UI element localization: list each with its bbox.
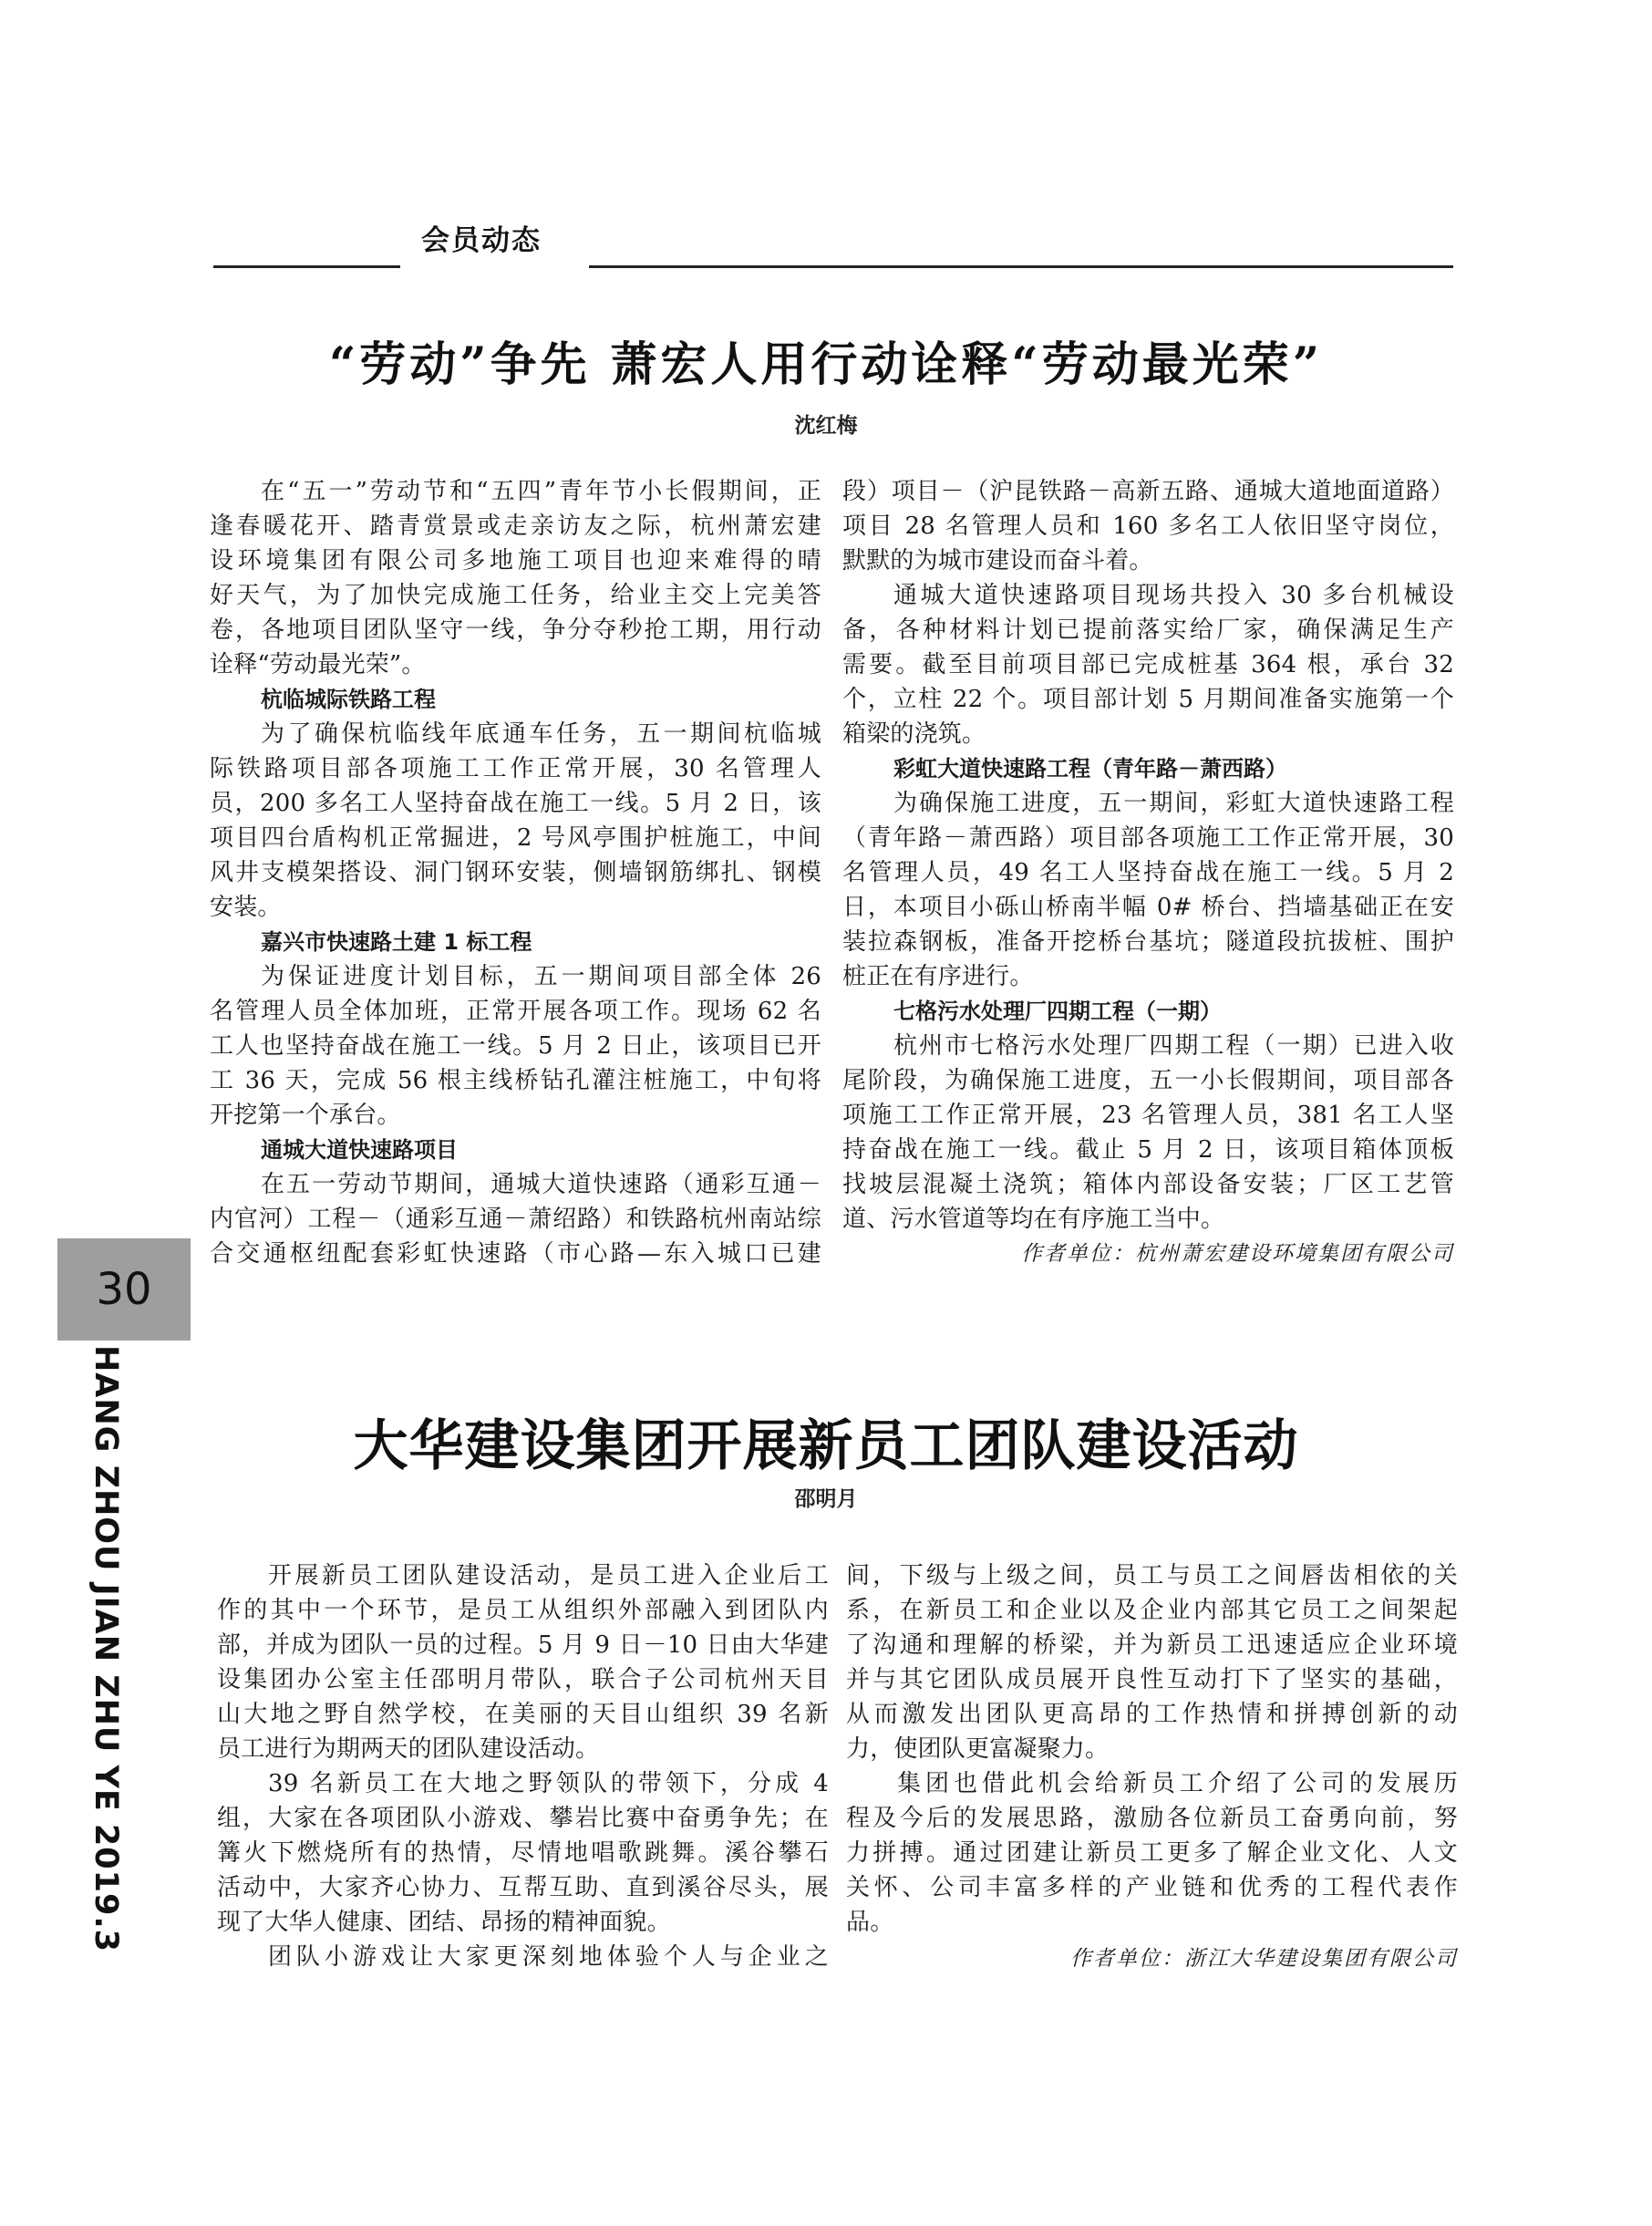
paragraph-line: 从而激发出团队更高昂的工作热情和拼搏创新的动: [846, 1701, 1458, 1728]
paragraph-line: 设集团办公室主任邵明月带队，联合子公司杭州天目: [217, 1666, 829, 1693]
paragraph-line: 装拉森钢板，准备开挖桥台基坑；隧道段抗拔桩、围护: [842, 928, 1454, 956]
paragraph-line: 关怀、公司丰富多样的产业链和优秀的工程代表作: [846, 1874, 1458, 1901]
header-rule-left: [213, 265, 400, 268]
subheading: 通城大道快速路项目: [261, 1137, 458, 1163]
paragraph-line: 力，使团队更富凝聚力。: [846, 1735, 1110, 1763]
vertical-masthead: HANG ZHOU JIAN ZHU YE 2019.3: [88, 1345, 124, 1952]
paragraph-line: 名管理人员，49 名工人坚持奋战在施工一线。5 月 2: [842, 859, 1454, 886]
paragraph-line: 段）项目－（沪昆铁路－高新五路、通城大道地面道路）: [842, 478, 1454, 505]
paragraph-line: 在“五一”劳动节和“五四”青年节小长假期间，正: [261, 478, 821, 505]
paragraph-line: 杭州市七格污水处理厂四期工程（一期）已进入收: [893, 1032, 1454, 1060]
paragraph-line: 现了大华人健康、团结、昂扬的精神面貌。: [217, 1909, 671, 1936]
paragraph-line: 项施工工作正常开展，23 名管理人员，381 名工人坚: [842, 1102, 1454, 1129]
paragraph-line: 卷，各地项目团队坚守一线，争分夺秒抢工期，用行动: [210, 616, 821, 644]
subheading: 杭临城际铁路工程: [261, 687, 436, 712]
paragraph-line: 通城大道快速路项目现场共投入 30 多台机械设: [893, 582, 1454, 609]
paragraph-line: 风井支模架搭设、洞门钢环安装，侧墙钢筋绑扎、钢模: [210, 859, 821, 886]
paragraph-line: 项目 28 名管理人员和 160 多名工人依旧坚守岗位，: [842, 512, 1454, 540]
paragraph-line: 个，立柱 22 个。项目部计划 5 月期间准备实施第一个: [842, 686, 1454, 713]
paragraph-line: 工人也坚持奋战在施工一线。5 月 2 日止，该项目已开: [210, 1032, 821, 1060]
subheading: 彩虹大道快速路工程（青年路－萧西路）: [893, 756, 1287, 782]
header-rule-right: [589, 265, 1453, 268]
paragraph-line: 力拼搏。通过团建让新员工更多了解企业文化、人文: [846, 1839, 1458, 1867]
paragraph-line: 间，下级与上级之间，员工与员工之间唇齿相依的关: [846, 1562, 1458, 1589]
paragraph-line: 在五一劳动节期间，通城大道快速路（通彩互通－: [261, 1171, 821, 1198]
paragraph-line: 尾阶段，为确保施工进度，五一小长假期间，项目部各: [842, 1067, 1454, 1094]
paragraph-line: 员，200 多名工人坚持奋战在施工一线。5 月 2 日，该: [210, 790, 821, 817]
article1-affiliation: 作者单位：杭州萧宏建设环境集团有限公司: [1021, 1242, 1454, 1266]
paragraph-line: 为保证进度计划目标，五一期间项目部全体 26: [261, 963, 821, 990]
paragraph-line: 默默的为城市建设而奋斗着。: [842, 547, 1153, 575]
paragraph-line: 为确保施工进度，五一期间，彩虹大道快速路工程: [893, 790, 1454, 817]
paragraph-line: 诠释“劳动最光荣”。: [210, 651, 426, 678]
paragraph-line: 需要。截至目前项目部已完成桩基 364 根，承台 32: [842, 651, 1454, 678]
paragraph-line: 找坡层混凝土浇筑；箱体内部设备安装；厂区工艺管: [842, 1171, 1454, 1198]
paragraph-line: 集团也借此机会给新员工介绍了公司的发展历: [897, 1770, 1458, 1797]
paragraph-line: 桩正在有序进行。: [842, 963, 1034, 990]
paragraph-line: 品。: [846, 1909, 894, 1936]
paragraph-line: 开展新员工团队建设活动，是员工进入企业后工: [268, 1562, 829, 1589]
paragraph-line: 作的其中一个环节，是员工从组织外部融入到团队内: [217, 1597, 829, 1624]
article2-author: 邵明月: [794, 1487, 858, 1511]
paragraph-line: （青年路－萧西路）项目部各项施工工作正常开展，30: [842, 824, 1454, 852]
paragraph-line: 员工进行为期两天的团队建设活动。: [217, 1735, 600, 1763]
paragraph-line: 篝火下燃烧所有的热情，尽情地唱歌跳舞。溪谷攀石: [217, 1839, 829, 1867]
paragraph-line: 内官河）工程－（通彩互通－萧绍路）和铁路杭州南站综: [210, 1206, 821, 1233]
paragraph-line: 日，本项目小砾山桥南半幅 0# 桥台、挡墙基础正在安: [842, 894, 1454, 921]
paragraph-line: 际铁路项目部各项施工工作正常开展，30 名管理人: [210, 755, 821, 782]
paragraph-line: 安装。: [210, 894, 282, 921]
paragraph-line: 程及今后的发展思路，激励各位新员工奋勇向前，努: [846, 1805, 1458, 1832]
article2-title: 大华建设集团开展新员工团队建设活动: [353, 1414, 1299, 1478]
paragraph-line: 为了确保杭临线年底通车任务，五一期间杭临城: [261, 720, 821, 748]
paragraph-line: 组，大家在各项团队小游戏、攀岩比赛中奋勇争先；在: [217, 1805, 829, 1832]
paragraph-line: 开挖第一个承台。: [210, 1102, 401, 1129]
paragraph-line: 设环境集团有限公司多地施工项目也迎来难得的晴: [210, 547, 821, 575]
paragraph-line: 39 名新员工在大地之野领队的带领下，分成 4: [268, 1770, 829, 1797]
paragraph-line: 并与其它团队成员展开良性互动打下了坚实的基础，: [846, 1666, 1458, 1693]
article1-title: “劳动”争先 萧宏人用行动诠释“劳动最光荣”: [328, 337, 1324, 392]
paragraph-line: 箱梁的浇筑。: [842, 720, 986, 748]
paragraph-line: 山大地之野自然学校，在美丽的天目山组织 39 名新: [217, 1701, 829, 1728]
paragraph-line: 好天气，为了加快完成施工任务，给业主交上完美答: [210, 582, 821, 609]
paragraph-line: 团队小游戏让大家更深刻地体验个人与企业之: [268, 1943, 829, 1971]
paragraph-line: 备，各种材料计划已提前落实给厂家，确保满足生产: [842, 616, 1454, 644]
section-label: 会员动态: [421, 224, 542, 257]
paragraph-line: 了沟通和理解的桥梁，并为新员工迅速适应企业环境: [846, 1631, 1458, 1659]
page-number: 30: [57, 1238, 191, 1341]
subheading: 七格污水处理厂四期工程（一期）: [893, 999, 1222, 1024]
article1-author: 沈红梅: [794, 414, 858, 438]
paragraph-line: 名管理人员全体加班，正常开展各项工作。现场 62 名: [210, 998, 821, 1025]
paragraph-line: 活动中，大家齐心协力、互帮互助、直到溪谷尽头，展: [217, 1874, 829, 1901]
subheading: 嘉兴市快速路土建 1 标工程: [261, 929, 532, 955]
paragraph-line: 项目四台盾构机正常掘进，2 号风亭围护桩施工，中间: [210, 824, 821, 852]
paragraph-line: 逢春暖花开、踏青赏景或走亲访友之际，杭州萧宏建: [210, 512, 821, 540]
paragraph-line: 道、污水管道等均在有序施工当中。: [842, 1206, 1225, 1233]
article2-affiliation: 作者单位：浙江大华建设集团有限公司: [1070, 1947, 1458, 1971]
paragraph-line: 合交通枢纽配套彩虹快速路（市心路—东入城口已建: [210, 1240, 821, 1268]
paragraph-line: 持奋战在施工一线。截止 5 月 2 日，该项目箱体顶板: [842, 1136, 1454, 1164]
paragraph-line: 部，并成为团队一员的过程。5 月 9 日－10 日由大华建: [217, 1631, 829, 1659]
paragraph-line: 工 36 天，完成 56 根主线桥钻孔灌注桩施工，中旬将: [210, 1067, 821, 1094]
paragraph-line: 系，在新员工和企业以及企业内部其它员工之间架起: [846, 1597, 1458, 1624]
